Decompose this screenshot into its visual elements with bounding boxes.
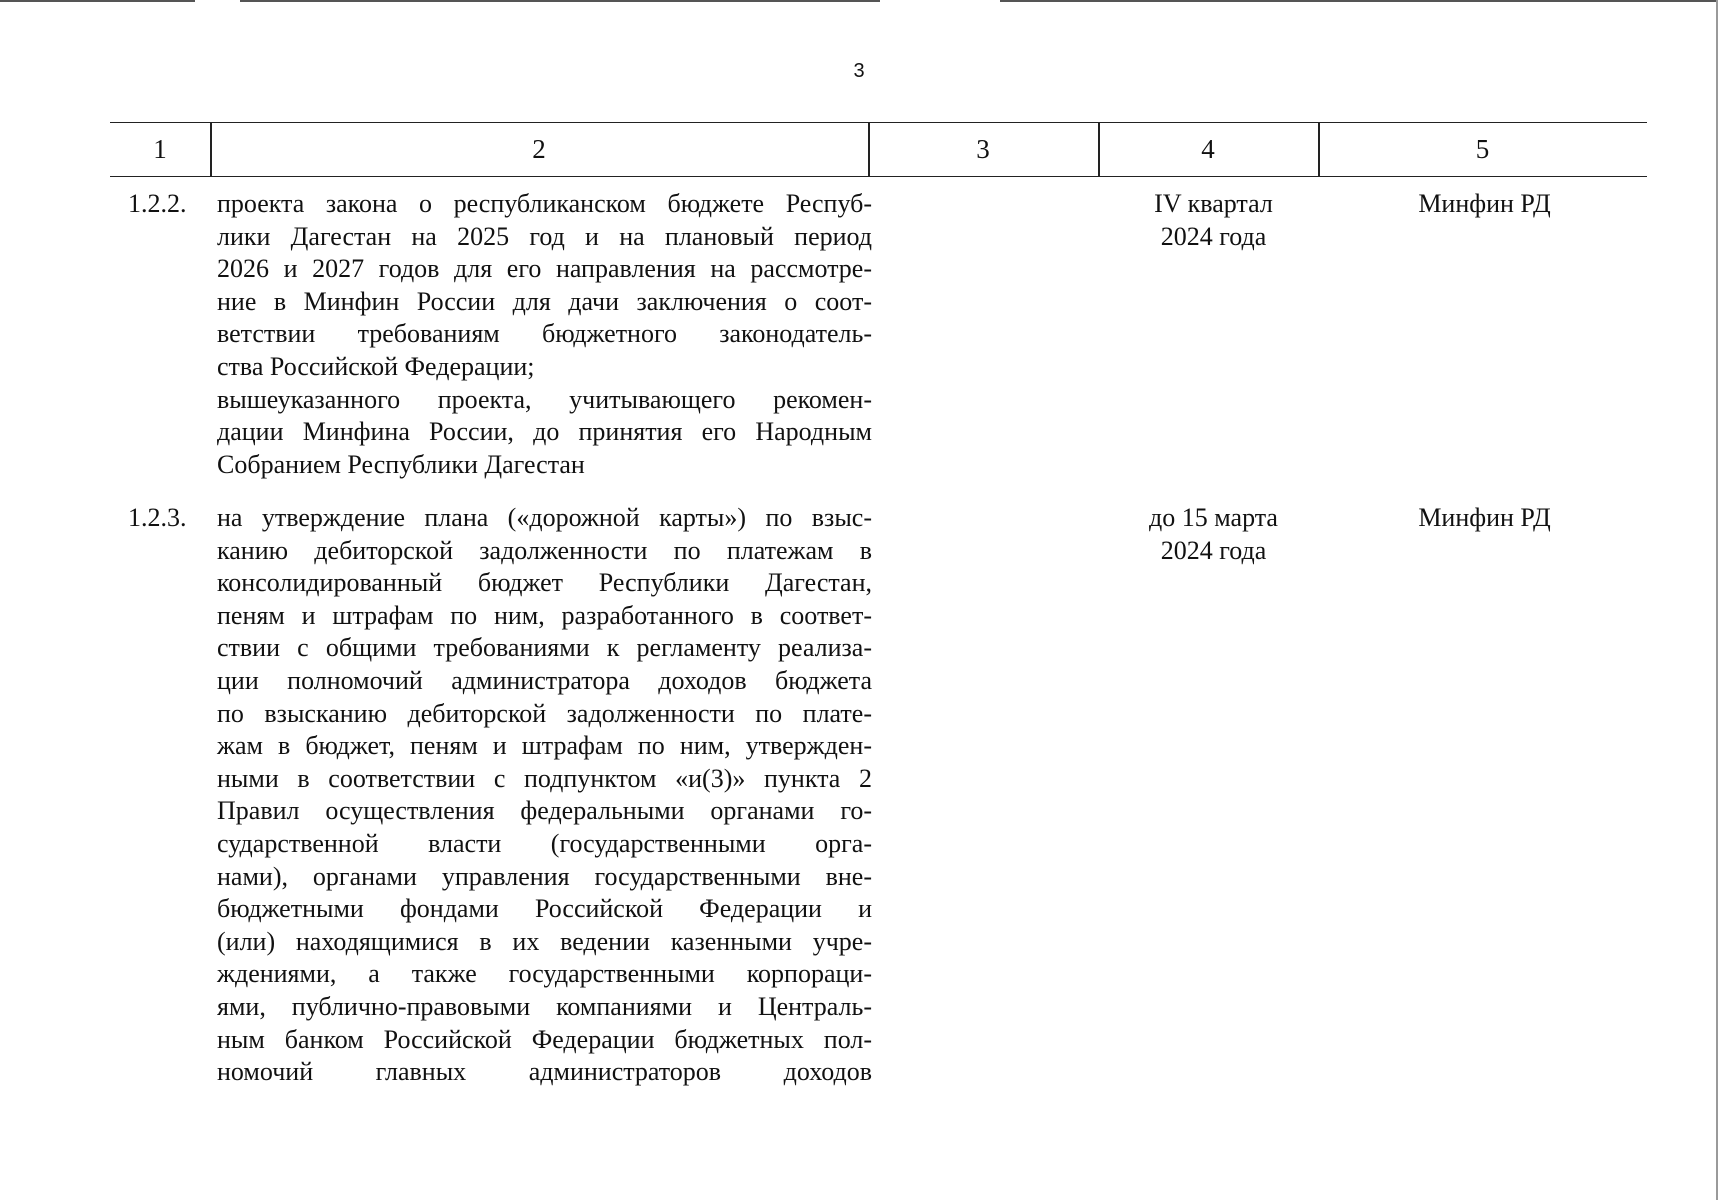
description-line: ждениями, а также государственными корпораци- — [217, 959, 872, 989]
table-row — [110, 188, 1647, 488]
plan-table — [110, 122, 1647, 1087]
header-col-1: 1 — [153, 134, 167, 164]
term-line: до 15 марта — [1149, 503, 1278, 532]
page-number: 3 — [853, 60, 865, 82]
description-line: бюджетными фондами Российской Федерации и — [217, 894, 872, 924]
description-line: на утверждение плана («дорожной карты») по взыс- — [217, 503, 872, 532]
description-line: ями, публично-правовыми компаниями и Централь- — [217, 991, 872, 1021]
description-line: проекта закона о республиканском бюджете Респуб- — [217, 189, 872, 218]
description-line: (или) находящимися в их ведении казенными учре- — [217, 926, 872, 956]
header-col-4: 4 — [1201, 134, 1215, 164]
row-responsible: Минфин РД — [1418, 189, 1551, 218]
term-line: 2024 года — [1160, 221, 1267, 251]
description-line: жам в бюджет, пеням и штрафам по ним, утвержден- — [217, 731, 872, 761]
description-line: по взысканию дебиторской задолженности по плате- — [217, 698, 872, 728]
description-line: Правил осуществления федеральными органами го- — [217, 796, 872, 826]
header-col-3: 3 — [976, 134, 990, 164]
description-line: канию дебиторской задолженности по платежам в — [217, 535, 872, 565]
description-line: нами), органами управления государственными вне- — [217, 861, 872, 891]
scan-top-edge — [0, 0, 1718, 3]
description-line: дации Минфина России, до принятия его Народным — [217, 417, 872, 447]
description-line: ции полномочий администратора доходов бюджета — [217, 665, 872, 695]
header-col-5: 5 — [1475, 134, 1490, 164]
description-line: ства Российской Федерации; — [217, 351, 535, 381]
row-number: 1.2.2. — [128, 189, 187, 218]
description-line: 2026 и 2027 годов для его направления на рассмотре- — [217, 254, 872, 284]
description-line: консолидированный бюджет Республики Дагестан, — [217, 568, 872, 598]
row-description — [217, 502, 872, 1089]
table-header-row — [110, 122, 1647, 177]
term-line: 2024 года — [1160, 535, 1267, 565]
row-description — [217, 188, 872, 481]
table-row — [110, 502, 1647, 1102]
description-line: ными в соответствии с подпунктом «и(3)» пункта 2 — [217, 763, 872, 793]
description-line: Собранием Республики Дагестан — [217, 449, 585, 479]
description-line: вышеуказанного проекта, учитывающего рекомен- — [217, 384, 872, 414]
description-line: ние в Минфин России для дачи заключения о соот- — [217, 286, 872, 316]
row-responsible: Минфин РД — [1418, 503, 1551, 532]
description-line: пеням и штрафам по ним, разработанного в соответ- — [217, 600, 872, 630]
description-line: ствии с общими требованиями к регламенту реализа- — [217, 633, 872, 663]
description-line: сударственной власти (государственными орга- — [217, 828, 872, 858]
description-line: номочий главных администраторов доходов — [217, 1057, 872, 1087]
header-col-2: 2 — [532, 134, 546, 164]
description-line: ветствии требованиям бюджетного законодатель- — [217, 319, 872, 349]
term-line: IV квартал — [1154, 189, 1273, 218]
row-number: 1.2.3. — [128, 503, 187, 532]
row-term — [1101, 188, 1326, 253]
description-line: ным банком Российской Федерации бюджетных пол- — [217, 1024, 872, 1054]
description-line: лики Дагестан на 2025 год и на плановый период — [217, 221, 872, 251]
row-term — [1101, 502, 1326, 567]
